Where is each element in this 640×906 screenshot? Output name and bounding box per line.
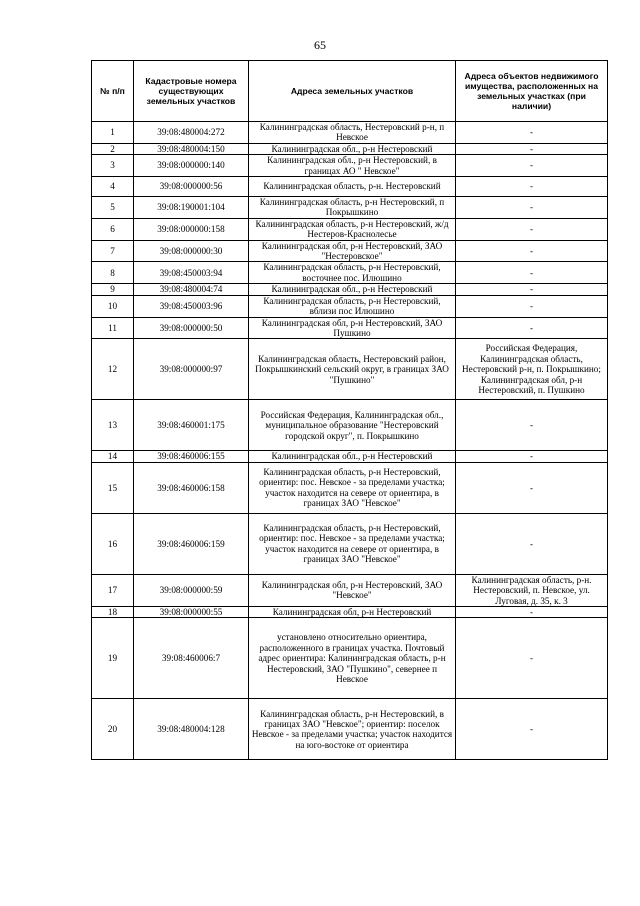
land-address-cell: Калининградская область, р-н Нестеровский, ж/д Нестеров-Краснолесье — [249, 218, 456, 240]
row-number-cell: 20 — [92, 699, 134, 760]
row-number-cell: 14 — [92, 451, 134, 462]
land-address-cell: Калининградская область, Нестеровский район, Покрышкинский сельский округ, в границах ЗАО "Пушкино" — [249, 339, 456, 400]
land-address-cell: Калининградская обл, р-н Нестеровский, ЗАО "Нестеровское" — [249, 240, 456, 262]
table-row — [92, 574, 608, 606]
table-row — [92, 218, 608, 240]
header-address: Адреса земельных участков — [249, 61, 456, 122]
land-address-cell: Калининградская обл, р-н Нестеровский — [249, 606, 456, 617]
header-objects: Адреса объектов недвижимого имущества, расположенных на земельных участках (при наличии) — [456, 61, 608, 122]
row-number-cell: 12 — [92, 339, 134, 400]
row-number-cell: 2 — [92, 143, 134, 154]
cadastral-number-cell: 39:08:000000:56 — [134, 177, 249, 197]
land-address-cell: Российская Федерация, Калининградская обл., муниципальное образование "Нестеровский городской округ", п. Покрышкино — [249, 400, 456, 451]
row-number-cell: 13 — [92, 400, 134, 451]
header-cadastral: Кадастровые номера существующих земельных участков — [134, 61, 249, 122]
land-address-cell: установлено относительно ориентира, расположенного в границах участка. Почтовый адрес ориентира: Калининградская область, р-н Нестеровский, ЗАО "Пушкино", севернее п Невское — [249, 618, 456, 699]
object-address-cell: - — [456, 451, 608, 462]
table-body — [92, 122, 608, 760]
table-row — [92, 143, 608, 154]
row-number-cell: 8 — [92, 262, 134, 284]
object-address-cell: - — [456, 143, 608, 154]
row-number-cell: 4 — [92, 177, 134, 197]
object-address-cell: - — [456, 122, 608, 144]
cadastral-number-cell: 39:08:480004:150 — [134, 143, 249, 154]
cadastral-number-cell: 39:08:000000:158 — [134, 218, 249, 240]
object-address-cell: - — [456, 513, 608, 574]
cadastral-number-cell: 39:08:000000:50 — [134, 317, 249, 339]
cadastral-number-cell: 39:08:450003:96 — [134, 295, 249, 317]
row-number-cell: 19 — [92, 618, 134, 699]
object-address-cell: - — [456, 400, 608, 451]
cadastral-number-cell: 39:08:480004:128 — [134, 699, 249, 760]
cadastral-number-cell: 39:08:460001:175 — [134, 400, 249, 451]
row-number-cell: 1 — [92, 122, 134, 144]
cadastral-number-cell: 39:08:460006:155 — [134, 451, 249, 462]
land-plots-table — [91, 60, 608, 760]
header-number: № п/п — [92, 61, 134, 122]
cadastral-number-cell: 39:08:450003:94 — [134, 262, 249, 284]
row-number-cell: 15 — [92, 462, 134, 513]
table-row — [92, 295, 608, 317]
table-row — [92, 197, 608, 219]
object-address-cell: - — [456, 618, 608, 699]
table-header-row — [92, 61, 608, 122]
land-address-cell: Калининградская обл., р-н Нестеровский — [249, 284, 456, 295]
row-number-cell: 10 — [92, 295, 134, 317]
object-address-cell: - — [456, 462, 608, 513]
object-address-cell: - — [456, 197, 608, 219]
row-number-cell: 17 — [92, 574, 134, 606]
cadastral-number-cell: 39:08:460006:159 — [134, 513, 249, 574]
row-number-cell: 6 — [92, 218, 134, 240]
object-address-cell: - — [456, 606, 608, 617]
cadastral-number-cell: 39:08:000000:55 — [134, 606, 249, 617]
table-row — [92, 262, 608, 284]
object-address-cell: - — [456, 699, 608, 760]
land-address-cell: Калининградская обл, р-н Нестеровский, ЗАО Пушкино — [249, 317, 456, 339]
land-address-cell: Калининградская область, р-н Нестеровский, п Покрышкино — [249, 197, 456, 219]
cadastral-number-cell: 39:08:000000:97 — [134, 339, 249, 400]
row-number-cell: 18 — [92, 606, 134, 617]
cadastral-number-cell: 39:08:480004:74 — [134, 284, 249, 295]
cadastral-number-cell: 39:08:000000:140 — [134, 155, 249, 177]
land-address-cell: Калининградская обл., р-н Нестеровский — [249, 451, 456, 462]
table-row — [92, 606, 608, 617]
table-row — [92, 451, 608, 462]
land-address-cell: Калининградская обл., р-н Нестеровский, в границах АО " Невское" — [249, 155, 456, 177]
table-row — [92, 240, 608, 262]
object-address-cell: - — [456, 262, 608, 284]
object-address-cell: - — [456, 284, 608, 295]
object-address-cell: Российская Федерация, Калининградская область, Нестеровский р-н, п. Покрышкино; Калининградская обл, р-н Нестеровский, п. Пушкино — [456, 339, 608, 400]
row-number-cell: 9 — [92, 284, 134, 295]
table-row — [92, 122, 608, 144]
land-address-cell: Калининградская область, р-н Нестеровский, ориентир: пос. Невское - за пределами участка; участок находится на севере от ориентира, в границах ЗАО "Невское" — [249, 513, 456, 574]
row-number-cell: 16 — [92, 513, 134, 574]
land-address-cell: Калининградская обл, р-н Нестеровский, ЗАО "Невское" — [249, 574, 456, 606]
table-row — [92, 618, 608, 699]
object-address-cell: - — [456, 155, 608, 177]
cadastral-number-cell: 39:08:190001:104 — [134, 197, 249, 219]
table-row — [92, 177, 608, 197]
table-row — [92, 284, 608, 295]
table-row — [92, 317, 608, 339]
cadastral-number-cell: 39:08:460006:158 — [134, 462, 249, 513]
page-number: 65 — [314, 38, 326, 52]
land-address-cell: Калининградская область, р-н Нестеровский, в границах ЗАО "Невское"; ориентир: поселок Невское - за пределами участка; участок находится на юго-востоке от ориентира — [249, 699, 456, 760]
row-number-cell: 11 — [92, 317, 134, 339]
land-address-cell: Калининградская область, р-н Нестеровский, восточнее пос. Илюшино — [249, 262, 456, 284]
object-address-cell: Калининградская область, р-н. Нестеровский, п. Невское, ул. Луговая, д. 35, к. 3 — [456, 574, 608, 606]
object-address-cell: - — [456, 317, 608, 339]
land-address-cell: Калининградская область, р-н. Нестеровский — [249, 177, 456, 197]
land-address-cell: Калининградская область, р-н Нестеровский, вблизи пос Илюшино — [249, 295, 456, 317]
land-address-cell: Калининградская область, р-н Нестеровский, ориентир: пос. Невское - за пределами участка; участок находится на севере от ориентира, в границах ЗАО "Невское" — [249, 462, 456, 513]
object-address-cell: - — [456, 177, 608, 197]
object-address-cell: - — [456, 240, 608, 262]
row-number-cell: 3 — [92, 155, 134, 177]
cadastral-number-cell: 39:08:460006:7 — [134, 618, 249, 699]
land-address-cell: Калининградская область, Нестеровский р-н, п Невское — [249, 122, 456, 144]
table-row — [92, 339, 608, 400]
table-row — [92, 699, 608, 760]
table-row — [92, 155, 608, 177]
object-address-cell: - — [456, 295, 608, 317]
cadastral-number-cell: 39:08:480004:272 — [134, 122, 249, 144]
cadastral-number-cell: 39:08:000000:59 — [134, 574, 249, 606]
row-number-cell: 5 — [92, 197, 134, 219]
table-row — [92, 400, 608, 451]
table-row — [92, 462, 608, 513]
cadastral-number-cell: 39:08:000000:30 — [134, 240, 249, 262]
row-number-cell: 7 — [92, 240, 134, 262]
table-row — [92, 513, 608, 574]
land-address-cell: Калининградская обл., р-н Нестеровский — [249, 143, 456, 154]
object-address-cell: - — [456, 218, 608, 240]
